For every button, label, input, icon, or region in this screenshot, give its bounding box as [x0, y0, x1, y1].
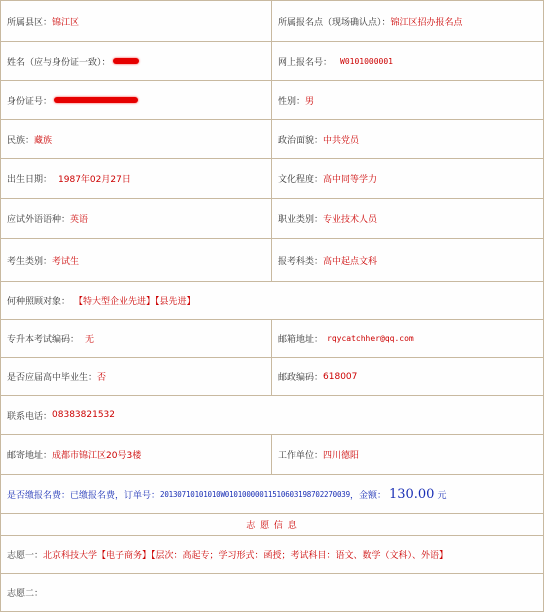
payment-cell — [1, 475, 545, 513]
workplace-value: 四川德阳 — [323, 451, 360, 461]
graduate-value: 否 — [97, 373, 107, 383]
site-value: 锦江区招办报名点 — [390, 17, 463, 28]
education-value: 高中同等学力 — [323, 175, 378, 185]
online-no-label: 网上报名号： — [278, 57, 333, 68]
site-cell — [271, 1, 545, 41]
email-value: rqycatchher@qq.com — [327, 334, 414, 343]
wish2-cell — [1, 574, 545, 611]
table-row — [1, 434, 543, 474]
exam-type-value: 考试生 — [52, 256, 80, 267]
id-cell — [1, 81, 271, 119]
language-value: 英语 — [70, 215, 89, 225]
graduate-cell — [1, 358, 271, 395]
online-no-value: W0101000001 — [340, 56, 393, 66]
online-no-cell — [271, 42, 545, 80]
table-row — [1, 535, 543, 573]
wish1-label: 志愿一： — [7, 551, 44, 561]
gender-value: 男 — [305, 96, 315, 107]
email-cell — [271, 320, 545, 357]
id-label: 身份证号： — [7, 96, 53, 107]
postcode-value: 618007 — [323, 371, 358, 382]
wish1-cell — [1, 536, 545, 573]
address-label: 邮寄地址： — [7, 451, 53, 461]
subject-value: 高中起点文科 — [323, 256, 378, 267]
subject-label: 报考科类： — [278, 256, 324, 267]
table-row — [1, 119, 543, 158]
exam-type-cell — [1, 239, 271, 281]
table-row — [1, 513, 543, 535]
table-row — [1, 41, 543, 80]
ethnicity-label: 民族： — [7, 135, 35, 146]
table-row — [1, 1, 543, 41]
name-label: 姓名（应与身份证一致）： — [7, 57, 111, 68]
subject-cell — [271, 239, 545, 281]
id-redaction — [54, 97, 138, 103]
upgrade-code-label: 专升本考试编码： — [7, 335, 80, 345]
phone-cell — [1, 396, 545, 434]
wish-header-cell — [1, 514, 543, 535]
table-row — [1, 158, 543, 198]
politics-cell — [271, 120, 545, 158]
amount-unit: 元 — [437, 490, 447, 501]
exemption-value: 【特大型企业先进】【县先进】 — [74, 297, 196, 307]
order-number: 20130710101010W0101000001151060319870227​0039 — [160, 489, 350, 499]
upgrade-code-cell — [1, 320, 271, 357]
occupation-label: 职业类别： — [278, 215, 324, 225]
table-row — [1, 474, 543, 513]
exemption-label: 何种照顾对象： — [7, 297, 71, 307]
address-value: 成都市锦江区20号3楼 — [52, 451, 142, 461]
birth-cell — [1, 159, 271, 198]
upgrade-code-value: 无 — [85, 335, 95, 345]
table-row — [1, 238, 543, 281]
language-label: 应试外语语种： — [7, 215, 71, 225]
phone-label: 联系电话： — [7, 411, 53, 422]
wish-header-title: 志 愿 信 息 — [246, 521, 298, 531]
county-cell — [1, 1, 271, 41]
payment-label: 是否缴报名费： — [7, 490, 71, 501]
birth-label: 出生日期： — [7, 175, 53, 185]
exam-type-label: 考生类别： — [7, 256, 53, 267]
wish2-label: 志愿二： — [7, 589, 44, 599]
postcode-label: 邮政编码： — [278, 373, 324, 383]
graduate-label: 是否应届高中毕业生： — [7, 373, 98, 383]
ethnicity-value: 藏族 — [34, 135, 53, 146]
table-row — [1, 319, 543, 357]
table-row — [1, 198, 543, 238]
exemption-cell — [1, 282, 545, 319]
table-row — [1, 357, 543, 395]
postcode-cell — [271, 358, 545, 395]
language-cell — [1, 199, 271, 238]
phone-value: 08383821532 — [52, 410, 116, 420]
name-cell — [1, 42, 271, 80]
address-cell — [1, 435, 271, 474]
email-label: 邮箱地址： — [278, 335, 324, 345]
table-row — [1, 281, 543, 319]
wish1-value: 北京科技大学【电子商务】【层次：高起专；学习形式：函授；考试科目：语文、数学（文科）、外语】 — [43, 551, 449, 561]
gender-cell — [271, 81, 545, 119]
gender-label: 性别： — [278, 96, 306, 107]
workplace-label: 工作单位： — [278, 451, 324, 461]
occupation-cell — [271, 199, 545, 238]
education-cell — [271, 159, 545, 198]
amount-label: ，金额： — [349, 490, 386, 501]
county-label: 所属县区： — [7, 17, 53, 28]
order-label: ，订单号： — [115, 490, 161, 501]
workplace-cell — [271, 435, 545, 474]
table-row — [1, 80, 543, 119]
birth-value: 1987年02月27日 — [58, 175, 131, 185]
site-label: 所属报名点（现场确认点）： — [278, 17, 391, 28]
politics-label: 政治面貌： — [278, 135, 324, 146]
table-row — [1, 573, 543, 611]
amount-value: 130.00 — [388, 486, 435, 502]
education-label: 文化程度： — [278, 175, 324, 185]
county-value: 锦江区 — [52, 17, 80, 28]
payment-status: 已缴报名费 — [70, 490, 116, 501]
name-redaction — [113, 58, 139, 64]
politics-value: 中共党员 — [323, 135, 360, 146]
ethnicity-cell — [1, 120, 271, 158]
table-row — [1, 395, 543, 434]
occupation-value: 专业技术人员 — [323, 215, 378, 225]
